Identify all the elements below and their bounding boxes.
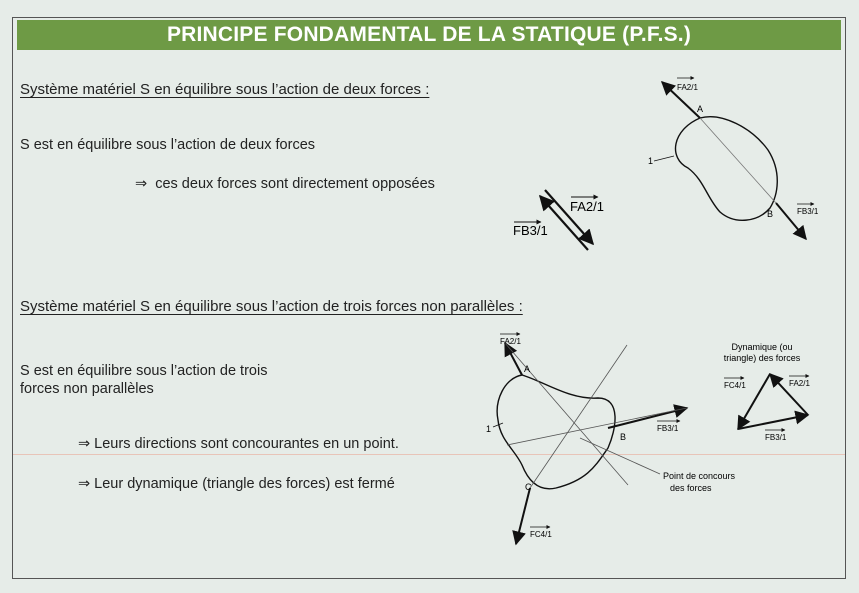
implies-symbol: ⇒ <box>135 176 148 192</box>
three-force-body-figure <box>486 334 736 544</box>
label-fb-3f: FB3/1 <box>657 424 679 433</box>
three-forces-statement-line1: S est en équilibre sous l’action de trois <box>20 363 268 379</box>
line-of-action <box>700 118 776 203</box>
label-fc-3f: FC4/1 <box>530 530 552 539</box>
two-forces-heading: Système matériel S en équilibre sous l’action de deux forces : <box>20 81 430 98</box>
force-triangle-figure <box>724 342 811 442</box>
point-b-label-3f: B <box>620 432 627 442</box>
triangle-label-fc: FC4/1 <box>724 381 746 390</box>
two-force-body-figure <box>648 78 819 239</box>
opposed-forces-figure <box>513 190 604 250</box>
point-c-label-3f: C <box>525 482 532 492</box>
triangle-title-line2: triangle) des forces <box>723 353 801 363</box>
point-b-label: B <box>767 209 774 219</box>
two-forces-consequence-text: ces deux forces sont directement opposées <box>155 176 435 192</box>
point-a-label: A <box>697 104 704 114</box>
point-a-label-3f: A <box>524 364 531 374</box>
label-fb-two: FB3/1 <box>513 223 548 238</box>
solid-body-1 <box>676 117 778 221</box>
body-leader <box>654 156 674 161</box>
three-forces-consequence-2: ⇒ Leur dynamique (triangle des forces) est fermé <box>78 476 395 492</box>
three-forces-consequence-1: ⇒ Leurs directions sont concourantes en un point. <box>78 436 399 452</box>
body-label-3f: 1 <box>486 424 492 434</box>
force-arrow-fc-3f <box>516 488 530 544</box>
label-fa-two: FA2/1 <box>570 199 604 214</box>
label-fa-3f: FA2/1 <box>500 337 521 346</box>
concours-label-line2: des forces <box>670 483 712 493</box>
two-forces-statement: S est en équilibre sous l’action de deux forces <box>20 137 316 153</box>
triangle-label-fa: FA2/1 <box>789 379 810 388</box>
force-arrow-fa-3f <box>505 343 522 375</box>
three-forces-statement-line2: forces non parallèles <box>20 381 154 397</box>
triangle-title-line1: Dynamique (ou <box>731 342 793 352</box>
three-forces-heading: Système matériel S en équilibre sous l’action de trois forces non parallèles : <box>20 298 523 315</box>
triangle-side-fb <box>738 415 808 429</box>
label-fb-small: FB3/1 <box>797 207 819 216</box>
concours-label-line1: Point de concours <box>663 471 736 481</box>
body-label: 1 <box>648 156 654 166</box>
triangle-label-fb: FB3/1 <box>765 433 787 442</box>
page-title: PRINCIPE FONDAMENTAL DE LA STATIQUE (P.F.S.) <box>17 20 841 50</box>
label-fa-small: FA2/1 <box>677 83 698 92</box>
solid-body-3f <box>497 375 615 489</box>
